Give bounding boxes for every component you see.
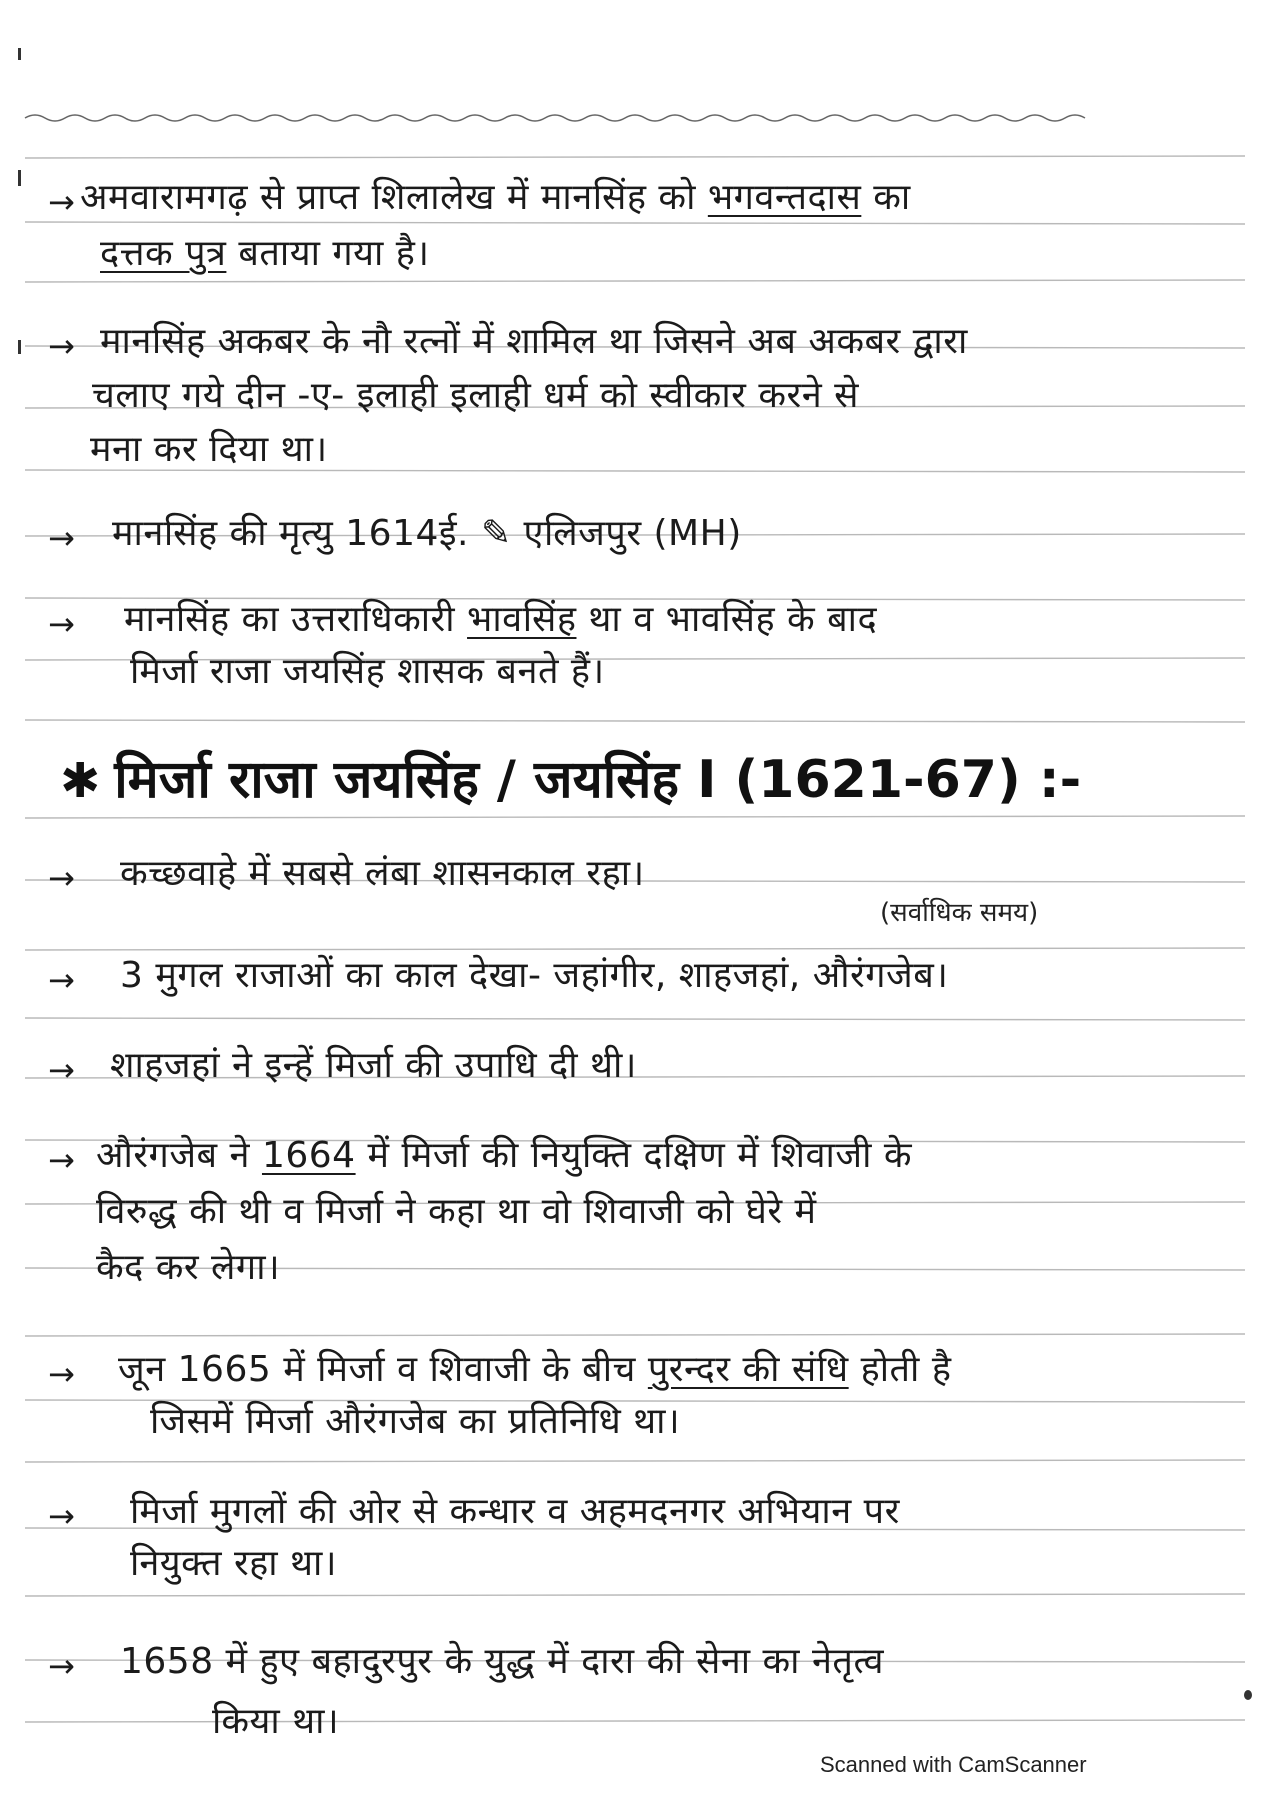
note-text: मानसिंह अकबर के नौ रत्नों में शामिल था जिसने अब अकबर द्वारा bbox=[100, 321, 968, 362]
note-line bbox=[212, 1700, 339, 1744]
note-text: जून 1665 में मिर्जा व शिवाजी के बीच bbox=[118, 1349, 648, 1390]
underlined-text: भगवन्तदास bbox=[707, 177, 862, 218]
note-text: किया था। bbox=[212, 1701, 340, 1742]
note-text: मानसिंह का उत्तराधिकारी bbox=[124, 599, 468, 640]
note-line bbox=[90, 428, 328, 472]
note-line bbox=[120, 852, 645, 896]
note-text: मिर्जा मुगलों की ओर से कन्धार व अहमदनगर अभियान पर bbox=[130, 1491, 900, 1532]
note-text: था व भावसिंह के बाद bbox=[576, 599, 878, 640]
note-line bbox=[124, 598, 877, 642]
arrow-bullet-icon: → bbox=[48, 183, 75, 221]
arrow-bullet-icon: → bbox=[48, 1051, 75, 1089]
arrow-bullet-icon: → bbox=[48, 1355, 75, 1393]
note-line bbox=[130, 650, 605, 694]
underlined-text: 1664 bbox=[261, 1135, 356, 1176]
note-text: बताया गया है। bbox=[226, 233, 430, 274]
rule-line bbox=[25, 720, 1245, 722]
section-heading bbox=[60, 748, 1081, 813]
rule-line bbox=[25, 280, 1245, 282]
note-text: औरंगजेब ने bbox=[96, 1135, 262, 1176]
note-text: विरुद्ध की थी व मिर्जा ने कहा था वो शिवाजी को घेरे में bbox=[96, 1191, 817, 1232]
left-edge-mark bbox=[18, 340, 21, 354]
rule-line bbox=[25, 1594, 1245, 1596]
note-line bbox=[110, 1044, 637, 1088]
rule-line bbox=[25, 222, 1245, 224]
underlined-text: दत्तक पुत्र bbox=[100, 233, 227, 274]
note-line bbox=[92, 374, 859, 418]
note-text: कैद कर लेगा। bbox=[96, 1247, 281, 1288]
note-line bbox=[96, 1134, 912, 1178]
left-edge-mark bbox=[18, 48, 21, 60]
note-line bbox=[130, 1542, 337, 1586]
note-text: 1658 में हुए बहादुरपुर के युद्ध में दारा की सेना का नेतृत्व bbox=[120, 1641, 885, 1682]
note-text: नियुक्त रहा था। bbox=[130, 1543, 338, 1584]
note-text: जिसमें मिर्जा औरंगजेब का प्रतिनिधि था। bbox=[150, 1401, 681, 1442]
note-text: मिर्जा राजा जयसिंह शासक बनते हैं। bbox=[130, 651, 605, 692]
note-text: मानसिंह की मृत्यु 1614ई. ✎ एलिजपुर (MH) bbox=[112, 513, 742, 554]
top-border-scribble bbox=[25, 115, 1085, 121]
note-text: होती है bbox=[848, 1349, 952, 1390]
note-text: अमवारामगढ़ से प्राप्त शिलालेख में मानसिंह को bbox=[80, 177, 708, 218]
note-text: 3 मुगल राजाओं का काल देखा- जहांगीर, शाहजहां, औरंगजेब। bbox=[120, 955, 949, 996]
arrow-bullet-icon: → bbox=[48, 1497, 75, 1535]
note-text: कच्छवाहे में सबसे लंबा शासनकाल रहा। bbox=[120, 853, 645, 894]
note-text: मना कर दिया था। bbox=[90, 429, 328, 470]
note-text: में मिर्जा की नियुक्ति दक्षिण में शिवाजी के bbox=[355, 1135, 912, 1176]
note-line bbox=[130, 1490, 900, 1534]
note-line bbox=[150, 1400, 680, 1444]
rule-line bbox=[25, 1334, 1245, 1336]
right-edge-mark bbox=[1244, 1690, 1252, 1700]
underlined-text: पुरन्दर की संधि bbox=[647, 1349, 849, 1390]
asterisk-icon: ✱ bbox=[60, 753, 101, 809]
rule-line bbox=[25, 1460, 1245, 1462]
arrow-bullet-icon: → bbox=[48, 327, 75, 365]
arrow-bullet-icon: → bbox=[48, 519, 75, 557]
left-edge-mark bbox=[18, 170, 21, 186]
underlined-text: भावसिंह bbox=[467, 599, 577, 640]
note-line bbox=[96, 1190, 817, 1234]
rule-line bbox=[25, 156, 1245, 158]
annotation-superscript: (सर्वाधिक समय) bbox=[880, 898, 1039, 928]
note-line bbox=[118, 1348, 951, 1392]
note-text: शाहजहां ने इन्हें मिर्जा की उपाधि दी थी। bbox=[110, 1045, 637, 1086]
note-text: का bbox=[861, 177, 911, 218]
note-text: चलाए गये दीन -ए- इलाही इलाही धर्म को स्वीकार करने से bbox=[92, 375, 859, 416]
rule-line bbox=[25, 1720, 1245, 1722]
arrow-bullet-icon: → bbox=[48, 961, 75, 999]
scanner-watermark: Scanned with CamScanner bbox=[820, 1752, 1087, 1777]
arrow-bullet-icon: → bbox=[48, 859, 75, 897]
arrow-bullet-icon: → bbox=[48, 1141, 75, 1179]
note-line bbox=[100, 320, 968, 364]
note-line bbox=[120, 954, 948, 998]
note-line bbox=[80, 176, 911, 220]
rule-line bbox=[25, 816, 1245, 818]
rule-line bbox=[25, 1018, 1245, 1020]
note-line bbox=[100, 232, 430, 276]
note-line bbox=[96, 1246, 280, 1290]
rule-line bbox=[25, 948, 1245, 950]
arrow-bullet-icon: → bbox=[48, 605, 75, 643]
note-line bbox=[120, 1640, 884, 1684]
heading-text: मिर्जा राजा जयसिंह / जयसिंह I (1621-67) :- bbox=[114, 750, 1082, 810]
note-line bbox=[112, 512, 742, 556]
arrow-bullet-icon: → bbox=[48, 1647, 75, 1685]
